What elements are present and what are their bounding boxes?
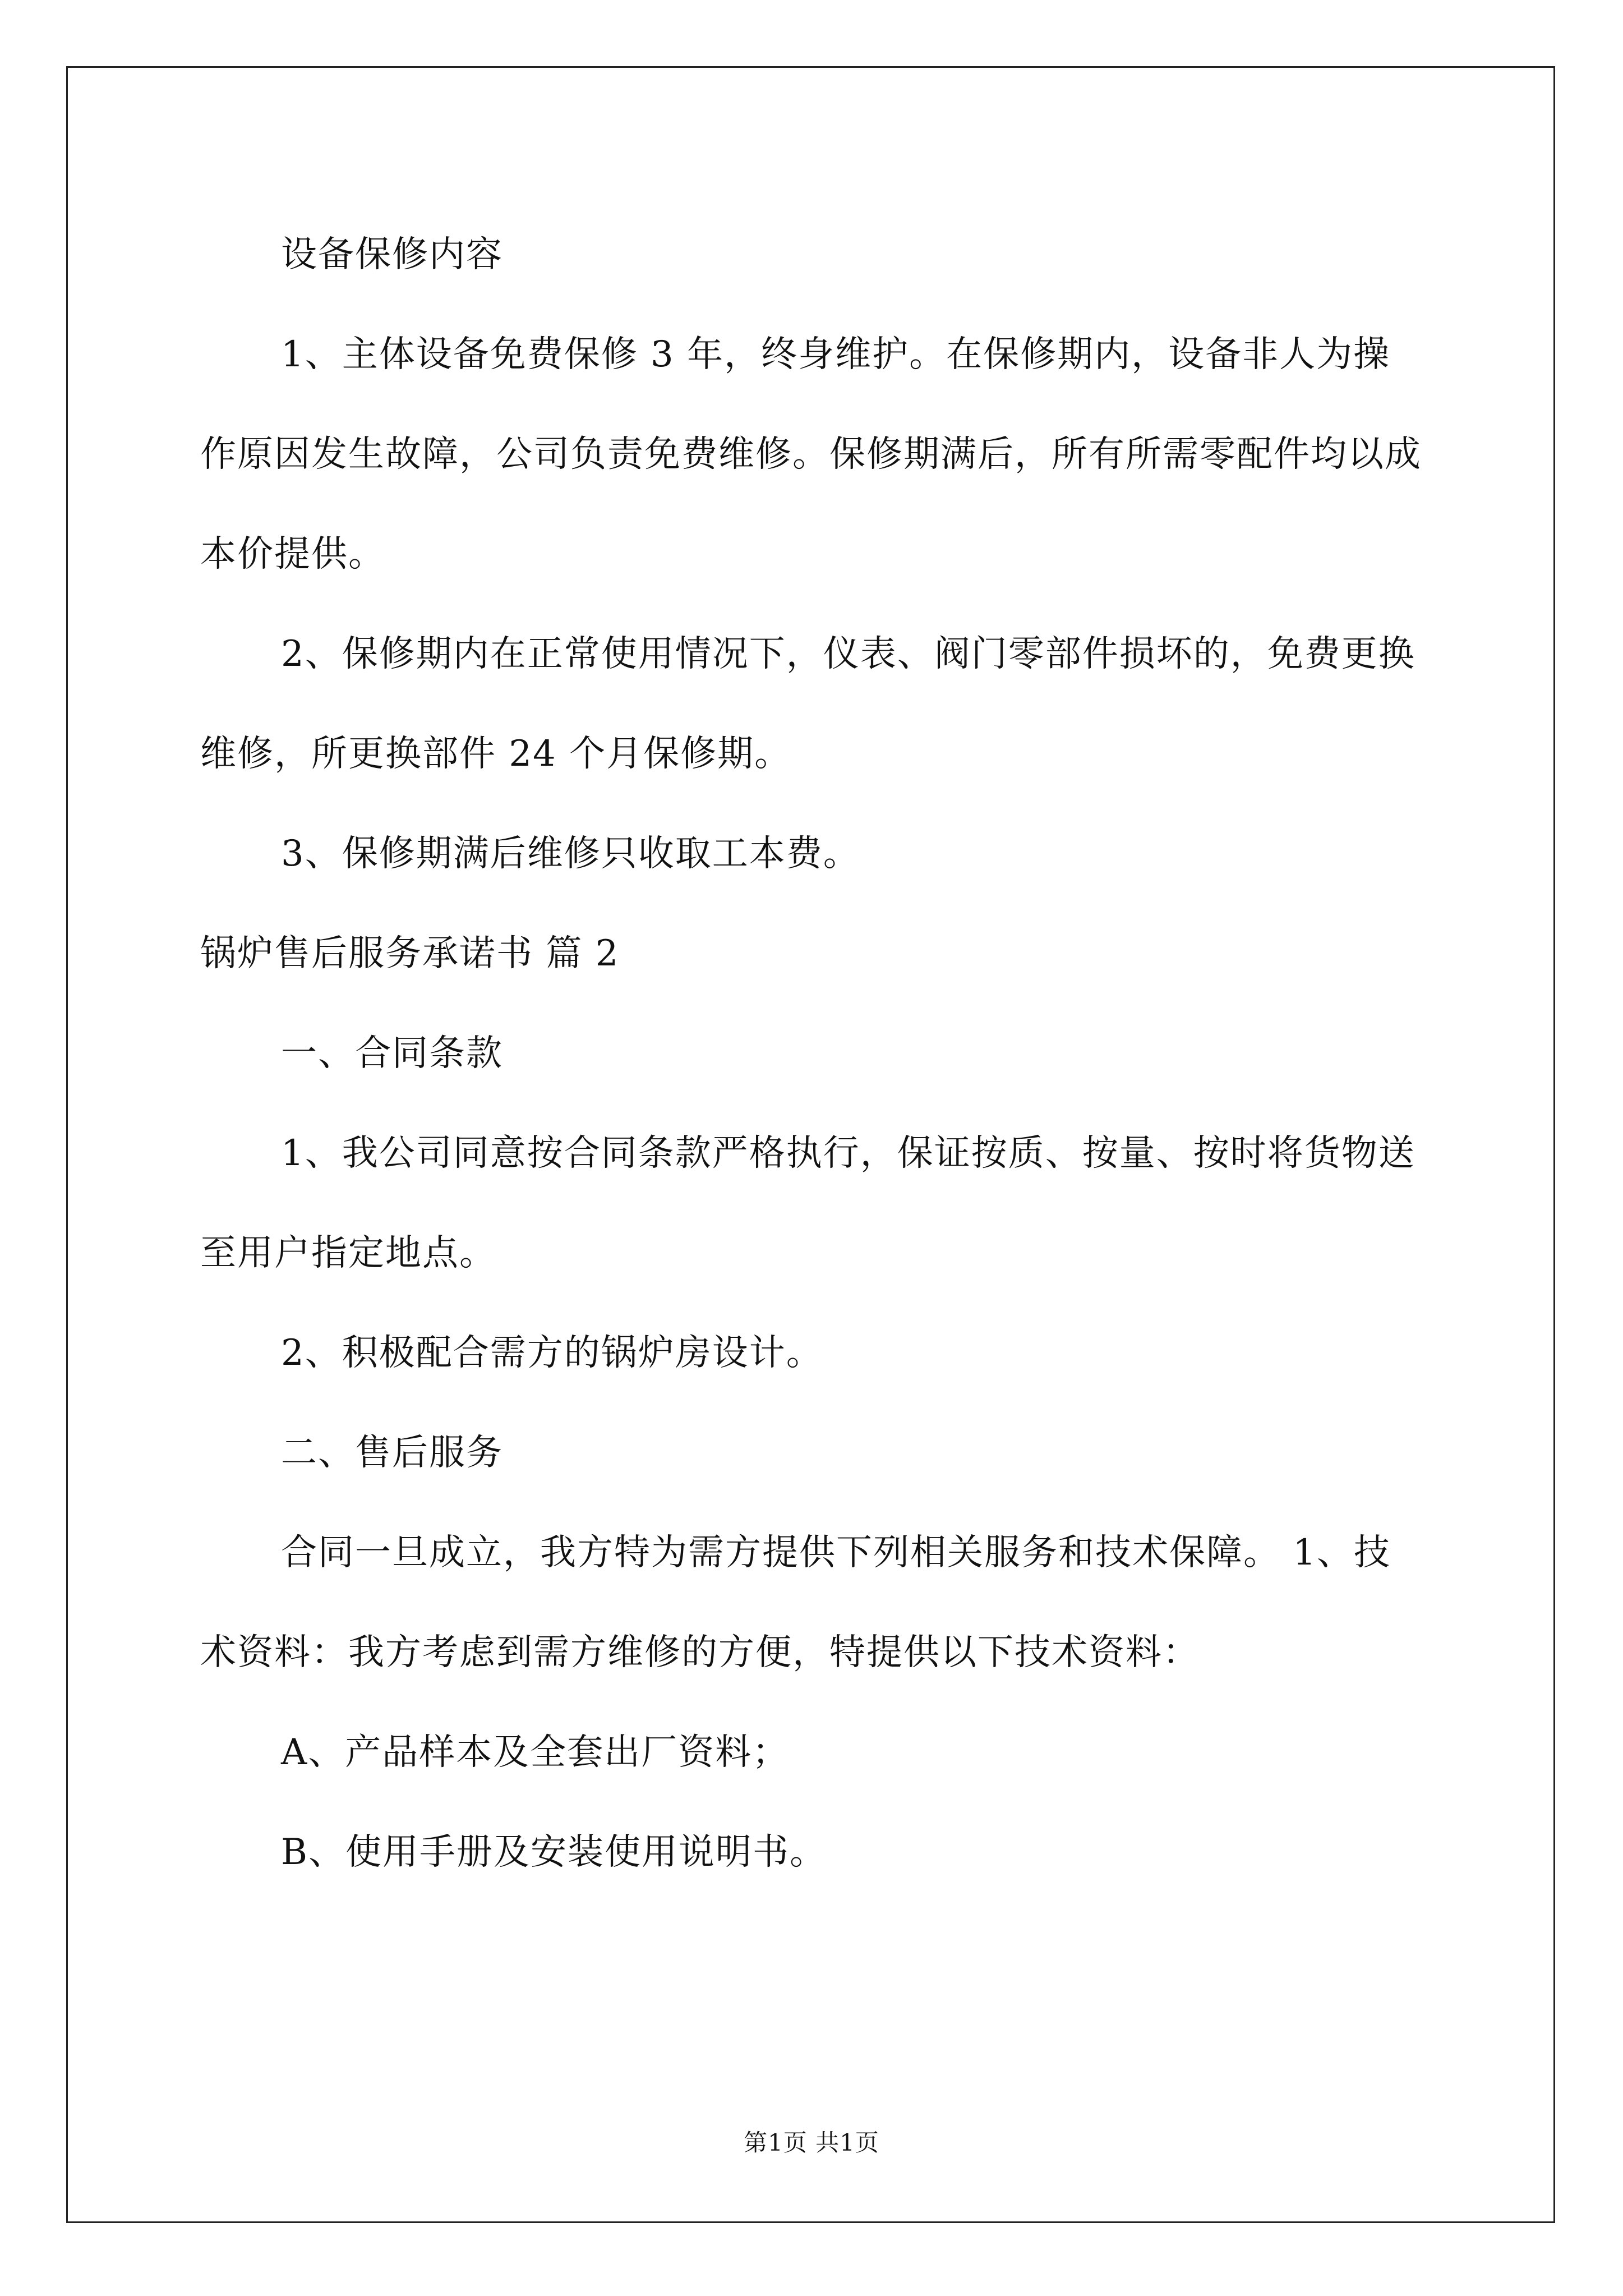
paragraph-warranty-item-2: 2、保修期内在正常使用情况下，仪表、阀门零部件损坏的，免费更换维修，所更换部件 24 个月保修期。 bbox=[200, 633, 1415, 775]
paragraph-service-intro: 合同一旦成立，我方特为需方提供下列相关服务和技术保障。 1、技术资料：我方考虑到需方维修的方便，特提供以下技术资料： bbox=[200, 1532, 1391, 1673]
paragraph-warranty-item-1: 1、主体设备免费保修 3 年，终身维护。在保修期内，设备非人为操作原因发生故障，公司负责免费维修。保修期满后，所有所需零配件均以成本价提供。 bbox=[200, 334, 1422, 575]
paragraph-service-heading: 二、售后服务 bbox=[281, 1432, 503, 1474]
document-body bbox=[200, 205, 1423, 1902]
paragraph-warranty-heading: 设备保修内容 bbox=[281, 234, 503, 275]
paragraph-contract-item-1: 1、我公司同意按合同条款严格执行，保证按质、按量、按时将货物送至用户指定地点。 bbox=[200, 1133, 1415, 1274]
paragraph-contract-heading: 一、合同条款 bbox=[281, 1033, 503, 1074]
section-title: 锅炉售后服务承诺书 篇 2 bbox=[200, 933, 620, 974]
page-footer: 第1页 共1页 bbox=[744, 2129, 879, 2156]
paragraph-service-item-b: B、使用手册及安装使用说明书。 bbox=[281, 1832, 827, 1873]
paragraph-warranty-item-3: 3、保修期满后维修只收取工本费。 bbox=[281, 833, 860, 875]
paragraph-service-item-a: A、产品样本及全套出厂资料； bbox=[281, 1732, 790, 1773]
paragraph-contract-item-2: 2、积极配合需方的锅炉房设计。 bbox=[281, 1332, 823, 1374]
